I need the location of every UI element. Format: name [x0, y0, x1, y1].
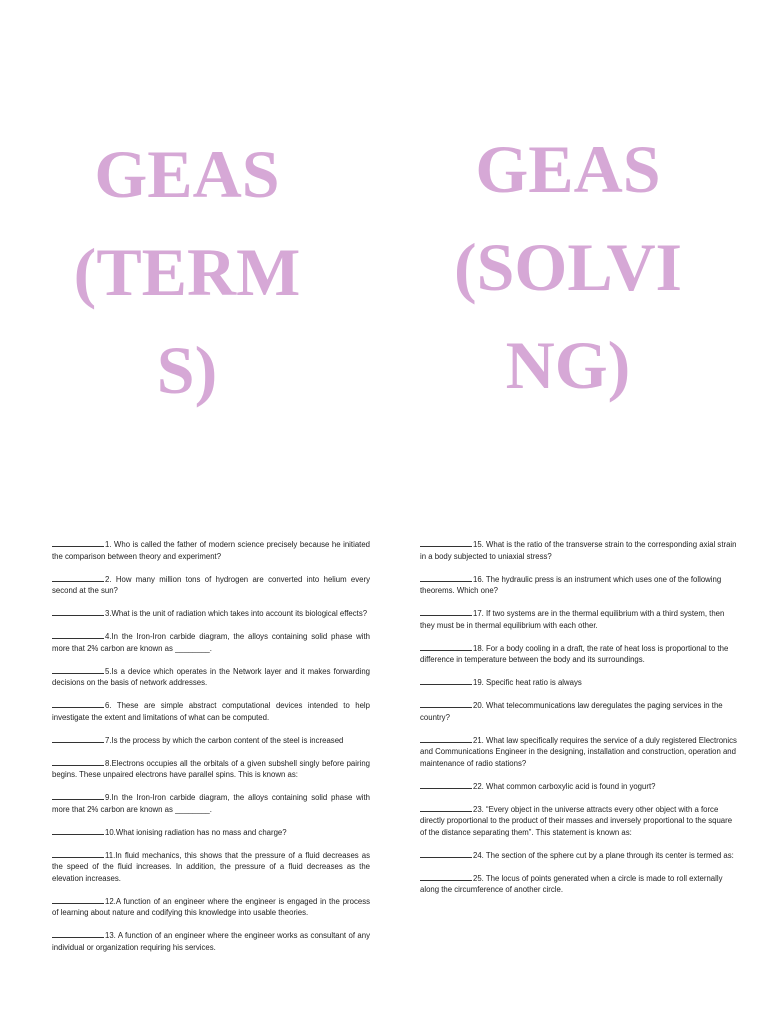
question-item [420, 642, 738, 666]
question-text: 18. For a body cooling in a draft, the rate of heat loss is proportional to the difference in temperature between the body and its surroundings. [420, 643, 729, 664]
answer-blank [52, 849, 104, 858]
question-item [52, 699, 370, 723]
answer-blank [420, 872, 472, 881]
question-text: 25. The locus of points generated when a circle is made to roll externally along the circumference of another circle. [420, 873, 723, 894]
title-line: S) [156, 332, 218, 408]
question-item [52, 791, 370, 815]
question-text: 5.Is a device which operates in the Network layer and it makes forwarding decisions on the basis of network addresses. [52, 666, 370, 687]
question-item [52, 826, 370, 839]
answer-blank [52, 929, 104, 938]
answer-blank [52, 699, 104, 708]
question-text: 20. What telecommunications law deregulates the paging services in the country? [420, 701, 723, 722]
question-item [52, 538, 370, 562]
answer-blank [52, 791, 104, 800]
answer-blank [52, 757, 104, 766]
question-text: 22. What common carboxylic acid is found in yogurt? [473, 781, 656, 791]
answer-blank [420, 803, 472, 812]
question-item [420, 803, 738, 839]
question-text: 10.What ionising radiation has no mass and charge? [105, 827, 287, 837]
answer-blank [52, 826, 104, 835]
title-line: (TERM [73, 234, 301, 310]
question-item [420, 573, 738, 597]
question-item [420, 849, 738, 862]
question-item [420, 538, 738, 562]
question-text: 6. These are simple abstract computational devices intended to help investigate the extent and limitations of what can be computed. [52, 701, 370, 722]
question-text: 3.What is the unit of radiation which takes into account its biological effects? [105, 609, 368, 618]
answer-blank [52, 734, 104, 743]
question-text: 12.A function of an engineer where the engineer is engaged in the process of learning about nature and codifying this knowledge into usable theories. [52, 896, 370, 917]
answer-blank [420, 642, 472, 651]
question-text: 1. Who is called the father of modern science precisely because he initiated the comparison between theory and experiment? [52, 540, 370, 561]
question-item [52, 849, 370, 885]
answer-blank [52, 538, 104, 547]
question-text: 8.Electrons occupies all the orbitals of a given subshell singly before pairing begins. These unpaired electrons have parallel spins. This is known as: [52, 758, 370, 779]
answer-blank [420, 734, 472, 743]
title-line: (SOLVI [453, 229, 683, 305]
question-item [52, 895, 370, 919]
question-item [52, 607, 370, 620]
answer-blank [420, 849, 472, 858]
question-item [420, 607, 738, 631]
answer-blank [420, 538, 472, 547]
answer-blank [420, 676, 472, 685]
questions-column-terms [52, 538, 370, 964]
question-item [420, 872, 738, 896]
title-geas-solving [418, 120, 718, 414]
question-text: 7.Is the process by which the carbon content of the steel is increased [105, 735, 344, 745]
question-text: 4.In the Iron-Iron carbide diagram, the alloys containing solid phase with more that 2% carbon are known as ________. [52, 632, 370, 653]
answer-blank [52, 573, 104, 582]
answer-blank [420, 573, 472, 582]
title-geas-terms [37, 125, 337, 419]
answer-blank [52, 665, 104, 674]
question-item [420, 734, 738, 770]
answer-blank [420, 780, 472, 789]
question-text: 11.In fluid mechanics, this shows that the pressure of a fluid decreases as the speed of the fluid increases. In addition, the pressure of a fluid decreases as the elevation increases. [52, 850, 370, 883]
question-text: 19. Specific heat ratio is always [473, 678, 582, 687]
question-text: 9.In the Iron-Iron carbide diagram, the alloys containing solid phase with more that 2% carbon are known as ________. [52, 793, 370, 814]
answer-blank [420, 699, 472, 708]
question-text: 21. What law specifically requires the service of a duly registered Electronics and Communications Engineer in the designing, installation and construction, operation and maintenance of radio stations? [420, 735, 737, 768]
question-text: 16. The hydraulic press is an instrument which uses one of the following theorems. Which one? [420, 574, 722, 595]
question-text: 23. “Every object in the universe attracts every other object with a force directly proportional to the product of their masses and inversely proportional to the square of the distance separating them”. This statement is known as: [420, 804, 733, 837]
title-line: GEAS [475, 131, 661, 207]
question-text: 24. The section of the sphere cut by a plane through its center is termed as: [473, 850, 734, 860]
question-item [420, 676, 738, 689]
question-text: 17. If two systems are in the thermal equilibrium with a third system, then they must be in thermal equilibrium with each other. [420, 609, 725, 630]
answer-blank [52, 607, 104, 616]
question-item [52, 630, 370, 654]
question-item [52, 665, 370, 689]
question-text: 2. How many million tons of hydrogen are converted into helium every second at the sun? [52, 574, 370, 595]
question-item [52, 757, 370, 781]
question-item [52, 734, 370, 747]
answer-blank [52, 895, 104, 904]
title-line: GEAS [94, 136, 280, 212]
answer-blank [420, 607, 472, 616]
question-item [420, 699, 738, 723]
question-item [52, 573, 370, 597]
question-item [420, 780, 738, 793]
title-line: NG) [505, 327, 631, 403]
questions-column-solving [420, 538, 738, 906]
answer-blank [52, 630, 104, 639]
question-text: 13. A function of an engineer where the engineer works as consultant of any individual or organization requiring his services. [52, 931, 370, 952]
question-text: 15. What is the ratio of the transverse strain to the corresponding axial strain in a body subjected to uniaxial stress? [420, 540, 737, 561]
question-item [52, 929, 370, 953]
